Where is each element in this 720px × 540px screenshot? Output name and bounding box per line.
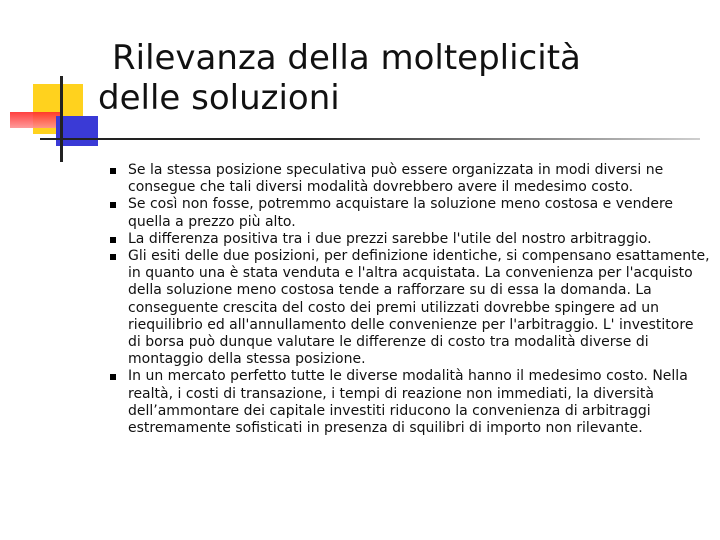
list-item [110,196,710,230]
list-item [110,248,710,368]
slide-title-line-2: delle soluzioni [98,78,340,118]
bullet-icon [110,168,116,174]
bullet-text: La differenza positiva tra i due prezzi sarebbe l'utile del nostro arbitraggio. [128,230,652,247]
bullet-icon [110,202,116,208]
list-item [110,368,710,437]
bullet-text: Se così non fosse, potremmo acquistare la soluzione meno costosa e vendere quella a prezzo più alto. [128,196,674,230]
list-item [110,231,710,248]
list-item [110,162,710,196]
slide-title-line-1: Rilevanza della molteplicità [112,38,581,78]
decoration-vertical-line [60,76,63,162]
title-underline [40,138,700,140]
decoration-red-bar [10,112,60,128]
bullet-text: Gli esiti delle due posizioni, per definizione identiche, si compensano esattamente, in quanto una è stata venduta e l'altra acquistata. La convenienza per l'acquisto della soluzione meno costosa tende a rafforzare su di essa la domanda. La conseguente crescita del costo dei premi utilizzati dovrebbe spingere ad un riequilibrio ed all'annullamento delle convenienze per l'arbitraggio. L' investitore di borsa può dunque valutare le differenze di costo tra modalità diverse di montaggio della stessa posizione. [128,248,710,368]
slide-title [98,38,658,118]
bullet-text: In un mercato perfetto tutte le diverse modalità hanno il medesimo costo. Nella realtà, i costi di transazione, i tempi di reazione non immediati, la diversità dell’ammontare dei capitale investiti riducono la convenienza di arbitraggi estremamente sofisticati in presenza di squilibri di importo non rilevante. [128,368,688,437]
bullet-list [110,162,710,437]
bullet-icon [110,237,116,243]
bullet-text: Se la stessa posizione speculativa può essere organizzata in modi diversi ne consegue che tali diversi modalità dovrebbero avere il medesimo costo. [128,162,664,196]
bullet-icon [110,374,116,380]
bullet-icon [110,254,116,260]
